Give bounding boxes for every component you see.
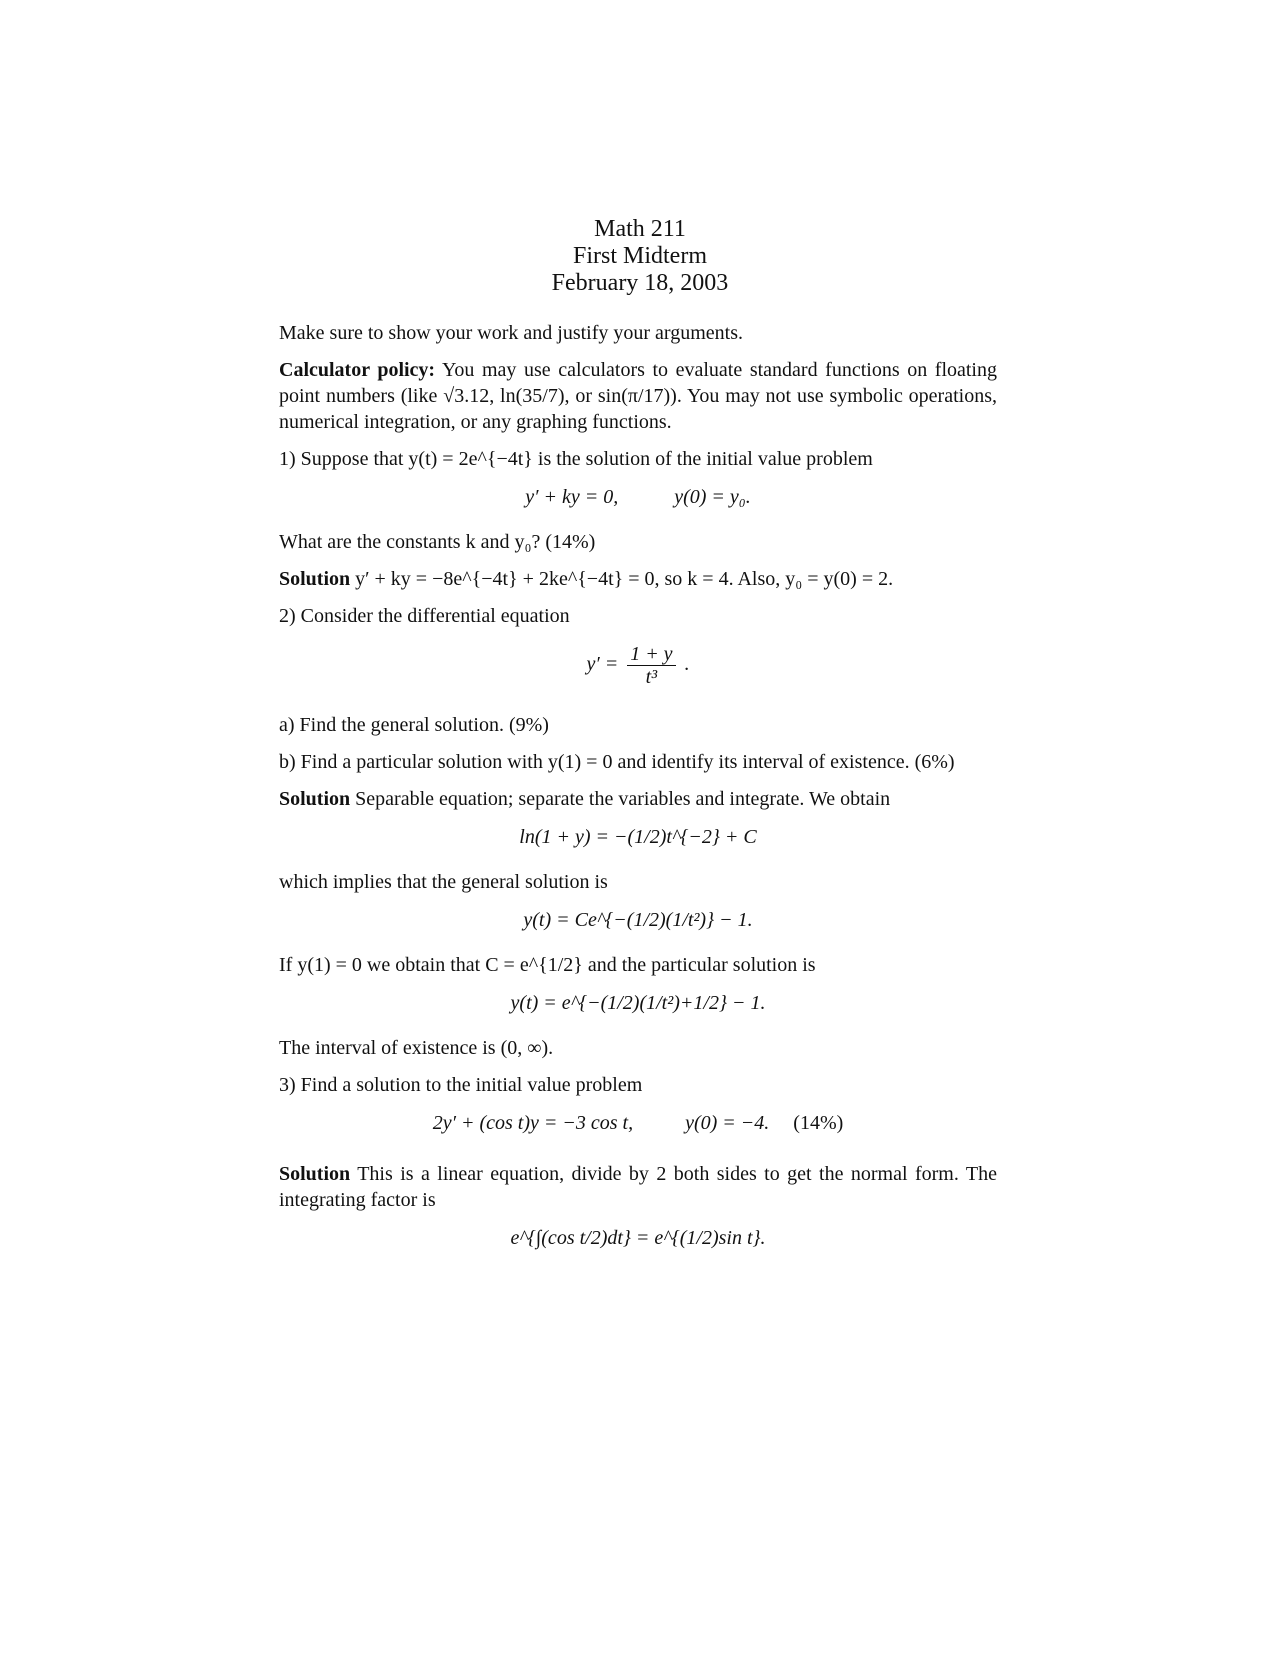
problem-2-equation-lhs: y′ = [586,653,619,676]
problem-3-solution-label: Solution [279,1163,351,1185]
problem-3-solution-text: This is a linear equation, divide by 2 both sides to get the normal form. The integrating factor is [279,1163,997,1211]
problem-2-part-b: b) Find a particular solution with y(1) = 0 and identify its interval of existence. (6%) [279,751,955,773]
problem-2-equation-end: . [684,653,690,676]
problem-1-equation-left: y′ + ky = 0, [525,486,619,508]
problem-3-equation-right: y(0) = −4. [685,1112,770,1134]
problem-3-statement: 3) Find a solution to the initial value problem [279,1074,643,1096]
problem-2-statement: 2) Consider the differential equation [279,605,570,627]
problem-2-fraction [627,643,675,688]
course-title: Math 211 [594,216,686,242]
particular-solution-equation: y(t) = e^{−(1/2)(1/t²)+1/2} − 1. [510,992,766,1014]
problem-2-fraction-denominator: t³ [645,666,658,688]
problem-2-equation [279,643,997,688]
general-solution-equation: y(t) = Ce^{−(1/2)(1/t²)} − 1. [523,909,753,931]
particular-solution-intro: If y(1) = 0 we obtain that C = e^{1/2} and the particular solution is [279,954,816,976]
problem-3-equation [279,1109,997,1137]
calculator-policy-label: Calculator policy: [279,359,436,381]
exam-content [279,320,997,1270]
calculator-policy-text: You may use calculators to evaluate standard functions on floating point numbers (like √3.12, ln(35/7), or sin(π/17)). You may not use symbolic operations, numerical integration, or any graphing functions. [279,359,997,433]
log-equation: ln(1 + y) = −(1/2)t^{−2} + C [519,826,757,848]
problem-2-solution-label: Solution [279,788,351,810]
general-solution-intro: which implies that the general solution is [279,871,608,893]
show-work-instruction: Make sure to show your work and justify your arguments. [279,322,744,344]
calculator-policy [279,357,997,435]
problem-1-statement: 1) Suppose that y(t) = 2e^{−4t} is the solution of the initial value problem [279,448,873,470]
problem-1-solution-label: Solution [279,568,351,590]
problem-1-solution-text: y′ + ky = −8e^{−4t} + 2ke^{−4t} = 0, so k = 4. Also, y₀ = y(0) = 2. [350,568,894,590]
exam-title: First Midterm [572,243,707,269]
problem-3-equation-left: 2y′ + (cos t)y = −3 cos t, [432,1112,634,1134]
problem-2-solution-text: Separable equation; separate the variables and integrate. We obtain [350,788,891,810]
exam-date: February 18, 2003 [551,270,729,296]
problem-2-fraction-numerator: 1 + y [627,643,675,666]
problem-1-solution [279,566,997,592]
interval-of-existence: The interval of existence is (0, ∞). [279,1037,554,1059]
integrating-factor-equation: e^{∫(cos t/2)dt} = e^{(1/2)sin t}. [510,1227,766,1249]
problem-3-solution [279,1161,997,1213]
problem-1-equation [279,483,997,511]
exam-header [0,216,1280,297]
problem-3-weight: (14%) [793,1112,844,1134]
problem-2-part-a: a) Find the general solution. (9%) [279,714,549,736]
problem-1-question: What are the constants k and y₀? (14%) [279,531,596,553]
problem-2-solution [279,786,997,812]
problem-1-equation-right: y(0) = y₀. [674,486,751,508]
